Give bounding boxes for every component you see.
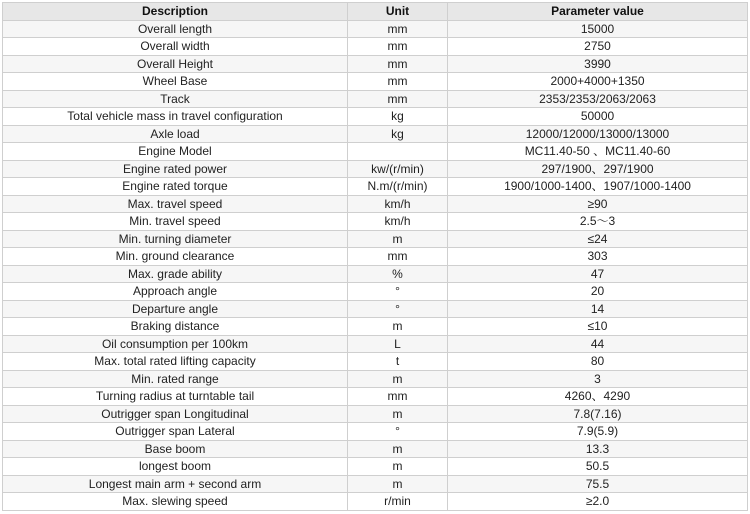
- table-row: [3, 265, 748, 283]
- cell-parameter-value: 2353/2353/2063/2063: [448, 90, 748, 108]
- cell-unit: L: [348, 335, 448, 353]
- cell-unit: mm: [348, 388, 448, 406]
- table-body: [3, 20, 748, 510]
- cell-description: Track: [3, 90, 348, 108]
- cell-parameter-value: 20: [448, 283, 748, 301]
- cell-description: Max. total rated lifting capacity: [3, 353, 348, 371]
- table-row: [3, 195, 748, 213]
- header-description: Description: [3, 3, 348, 21]
- table-row: [3, 55, 748, 73]
- cell-description: Min. travel speed: [3, 213, 348, 231]
- table-row: [3, 230, 748, 248]
- cell-unit: kg: [348, 125, 448, 143]
- cell-unit: m: [348, 318, 448, 336]
- cell-parameter-value: 4260、4290: [448, 388, 748, 406]
- cell-parameter-value: 297/1900、297/1900: [448, 160, 748, 178]
- cell-unit: mm: [348, 20, 448, 38]
- table-row: [3, 20, 748, 38]
- cell-description: Axle load: [3, 125, 348, 143]
- cell-parameter-value: 15000: [448, 20, 748, 38]
- cell-parameter-value: 3990: [448, 55, 748, 73]
- cell-unit: t: [348, 353, 448, 371]
- spec-table: [2, 2, 748, 511]
- cell-description: Wheel Base: [3, 73, 348, 91]
- cell-description: longest boom: [3, 458, 348, 476]
- cell-parameter-value: ≥90: [448, 195, 748, 213]
- table-row: [3, 283, 748, 301]
- cell-parameter-value: 2750: [448, 38, 748, 56]
- cell-parameter-value: 3: [448, 370, 748, 388]
- table-row: [3, 423, 748, 441]
- cell-description: Min. ground clearance: [3, 248, 348, 266]
- cell-unit: r/min: [348, 493, 448, 511]
- table-row: [3, 73, 748, 91]
- cell-parameter-value: 50000: [448, 108, 748, 126]
- table-row: [3, 493, 748, 511]
- cell-unit: kw/(r/min): [348, 160, 448, 178]
- cell-unit: mm: [348, 55, 448, 73]
- table-row: [3, 405, 748, 423]
- cell-parameter-value: ≥2.0: [448, 493, 748, 511]
- cell-description: Departure angle: [3, 300, 348, 318]
- table-row: [3, 213, 748, 231]
- cell-parameter-value: ≤24: [448, 230, 748, 248]
- cell-description: Max. slewing speed: [3, 493, 348, 511]
- cell-description: Min. turning diameter: [3, 230, 348, 248]
- cell-description: Overall Height: [3, 55, 348, 73]
- cell-parameter-value: 47: [448, 265, 748, 283]
- cell-unit: mm: [348, 90, 448, 108]
- cell-unit: °: [348, 423, 448, 441]
- cell-unit: N.m/(r/min): [348, 178, 448, 196]
- cell-description: Max. travel speed: [3, 195, 348, 213]
- table-row: [3, 335, 748, 353]
- table-row: [3, 248, 748, 266]
- cell-description: Approach angle: [3, 283, 348, 301]
- cell-description: Overall length: [3, 20, 348, 38]
- cell-unit: mm: [348, 248, 448, 266]
- header-parameter-value: Parameter value: [448, 3, 748, 21]
- table-row: [3, 90, 748, 108]
- table-row: [3, 143, 748, 161]
- table-row: [3, 440, 748, 458]
- cell-description: Engine rated power: [3, 160, 348, 178]
- table-row: [3, 353, 748, 371]
- cell-description: Braking distance: [3, 318, 348, 336]
- cell-description: Outrigger span Lateral: [3, 423, 348, 441]
- cell-unit: m: [348, 370, 448, 388]
- cell-parameter-value: 2.5～3: [448, 213, 748, 231]
- table-row: [3, 160, 748, 178]
- cell-parameter-value: 44: [448, 335, 748, 353]
- table-row: [3, 388, 748, 406]
- cell-description: Overall width: [3, 38, 348, 56]
- table-row: [3, 125, 748, 143]
- table-row: [3, 108, 748, 126]
- cell-unit: km/h: [348, 213, 448, 231]
- table-row: [3, 318, 748, 336]
- table-header-row: [3, 3, 748, 21]
- cell-description: Oil consumption per 100km: [3, 335, 348, 353]
- table-row: [3, 370, 748, 388]
- cell-description: Turning radius at turntable tail: [3, 388, 348, 406]
- cell-parameter-value: 12000/12000/13000/13000: [448, 125, 748, 143]
- cell-parameter-value: 1900/1000-1400、1907/1000-1400: [448, 178, 748, 196]
- cell-unit: %: [348, 265, 448, 283]
- cell-unit: [348, 143, 448, 161]
- cell-parameter-value: 14: [448, 300, 748, 318]
- cell-parameter-value: 80: [448, 353, 748, 371]
- cell-description: Outrigger span Longitudinal: [3, 405, 348, 423]
- cell-parameter-value: 13.3: [448, 440, 748, 458]
- cell-parameter-value: 2000+4000+1350: [448, 73, 748, 91]
- cell-description: Engine rated torque: [3, 178, 348, 196]
- cell-description: Total vehicle mass in travel configuration: [3, 108, 348, 126]
- cell-description: Min. rated range: [3, 370, 348, 388]
- cell-unit: mm: [348, 73, 448, 91]
- cell-unit: m: [348, 440, 448, 458]
- header-unit: Unit: [348, 3, 448, 21]
- cell-unit: m: [348, 230, 448, 248]
- cell-description: Longest main arm + second arm: [3, 475, 348, 493]
- table-row: [3, 38, 748, 56]
- cell-parameter-value: 75.5: [448, 475, 748, 493]
- cell-description: Max. grade ability: [3, 265, 348, 283]
- table-row: [3, 475, 748, 493]
- table-row: [3, 300, 748, 318]
- cell-unit: mm: [348, 38, 448, 56]
- cell-parameter-value: ≤10: [448, 318, 748, 336]
- cell-parameter-value: 303: [448, 248, 748, 266]
- cell-unit: °: [348, 300, 448, 318]
- cell-parameter-value: 7.8(7.16): [448, 405, 748, 423]
- cell-unit: m: [348, 405, 448, 423]
- cell-unit: °: [348, 283, 448, 301]
- cell-unit: m: [348, 475, 448, 493]
- cell-unit: kg: [348, 108, 448, 126]
- table-row: [3, 178, 748, 196]
- cell-description: Engine Model: [3, 143, 348, 161]
- cell-unit: m: [348, 458, 448, 476]
- cell-unit: km/h: [348, 195, 448, 213]
- cell-description: Base boom: [3, 440, 348, 458]
- table-row: [3, 458, 748, 476]
- cell-parameter-value: MC11.40-50 、MC11.40-60: [448, 143, 748, 161]
- cell-parameter-value: 7.9(5.9): [448, 423, 748, 441]
- cell-parameter-value: 50.5: [448, 458, 748, 476]
